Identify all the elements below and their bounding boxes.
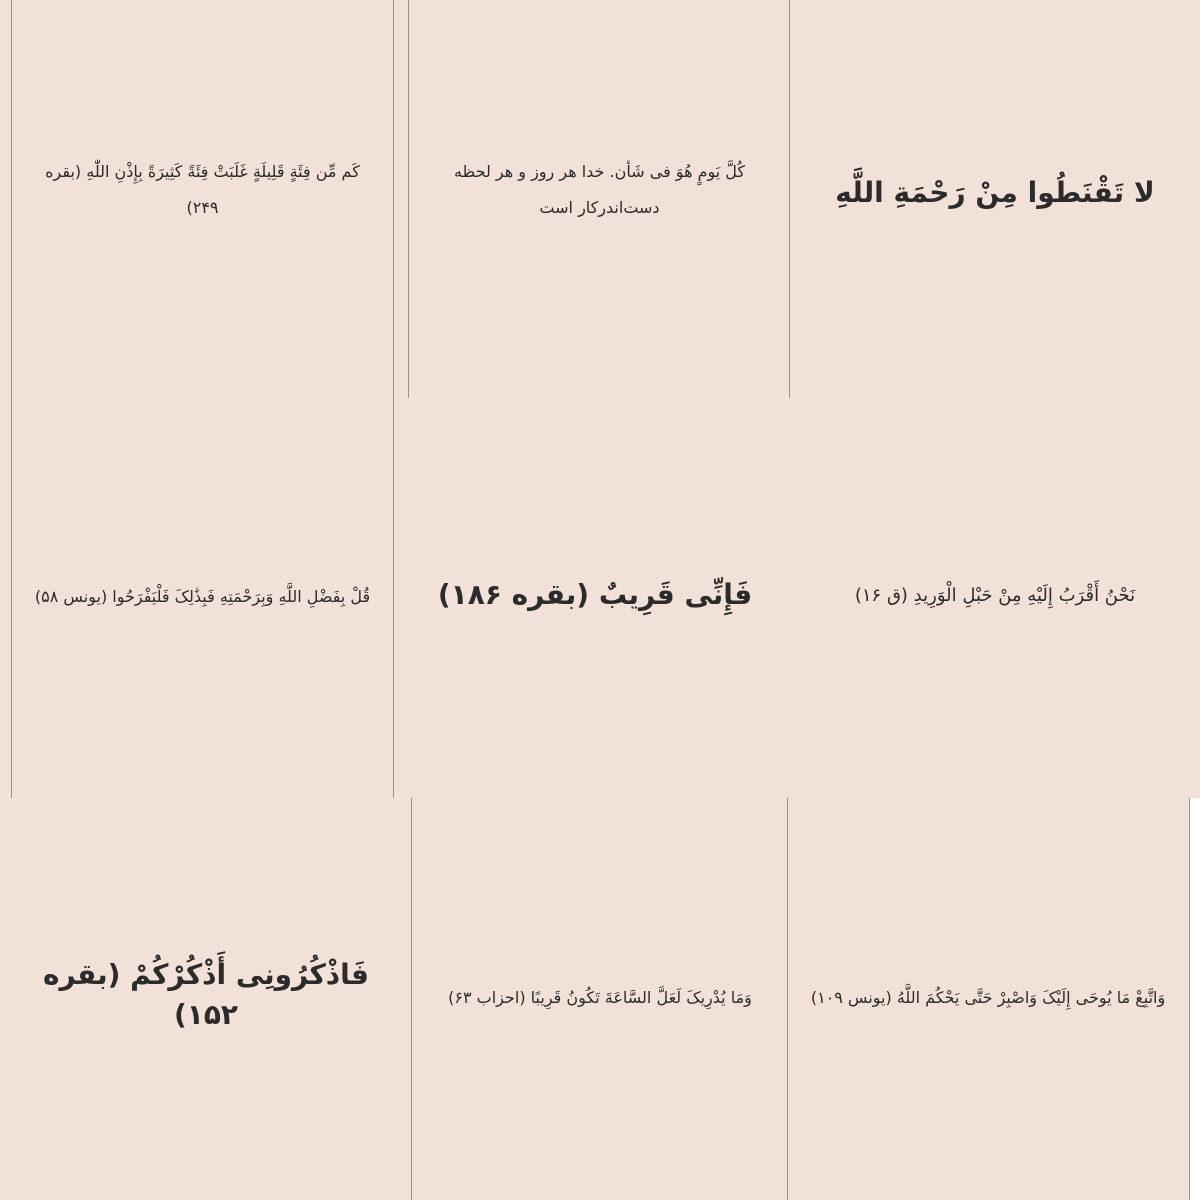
quote-card xyxy=(400,398,790,798)
quote-text: وَمَا يُدْرِيکَ لَعَلَّ السَّاعَةَ تَكُونُ قَرِيبًا (احزاب ۶۳) xyxy=(448,988,752,1007)
quote-card xyxy=(790,398,1200,798)
quote-card xyxy=(0,798,412,1200)
divider-line xyxy=(393,0,394,798)
quote-text: فَإِنِّی قَرِیبٌ (بقره ۱۸۶) xyxy=(437,578,753,611)
quote-text: كَم مِّن فِئَةٍ قَلِيلَةٍ غَلَبَتْ فِئَةً كَثِيرَةً بِإِذْنِ اللّٰهِ (بقره ۲۴۹) xyxy=(45,162,360,217)
quote-card xyxy=(412,798,788,1200)
quote-card xyxy=(12,0,393,398)
quote-text: لا تَقْنَطُوا مِنْ رَحْمَةِ اللَّهِ xyxy=(835,176,1155,209)
quote-card xyxy=(409,0,790,398)
quote-card xyxy=(12,398,393,798)
quote-text: فَاذْکُرُونِی أَذْکُرْکُمْ (بقره ۱۵۲) xyxy=(43,958,369,1031)
quote-card xyxy=(790,0,1200,398)
quote-text: كُلَّ يَومٍ هُوَ فی شَأن. خدا هر روز و هر لحظه دست‌اندرکار است xyxy=(453,162,746,217)
quote-text: قُلْ بِفَضْلِ اللَّهِ وَبِرَحْمَتِهِ فَبِذَٰلِکَ فَلْيَفْرَحُوا (یونس ۵۸) xyxy=(34,587,371,606)
quote-text: نَحْنُ أَقْرَبُ إِلَيْهِ مِنْ حَبْلِ الْوَرِيدِ (ق ۱۶) xyxy=(854,585,1136,606)
quote-card xyxy=(788,798,1188,1200)
quote-text: وَاتَّبِعْ مَا يُوحَى إِلَيْکَ وَاصْبِرْ حَتَّى يَحْكُمَ اللَّهُ (یونس ۱۰۹) xyxy=(810,988,1166,1007)
edge-strip xyxy=(1190,798,1200,1200)
